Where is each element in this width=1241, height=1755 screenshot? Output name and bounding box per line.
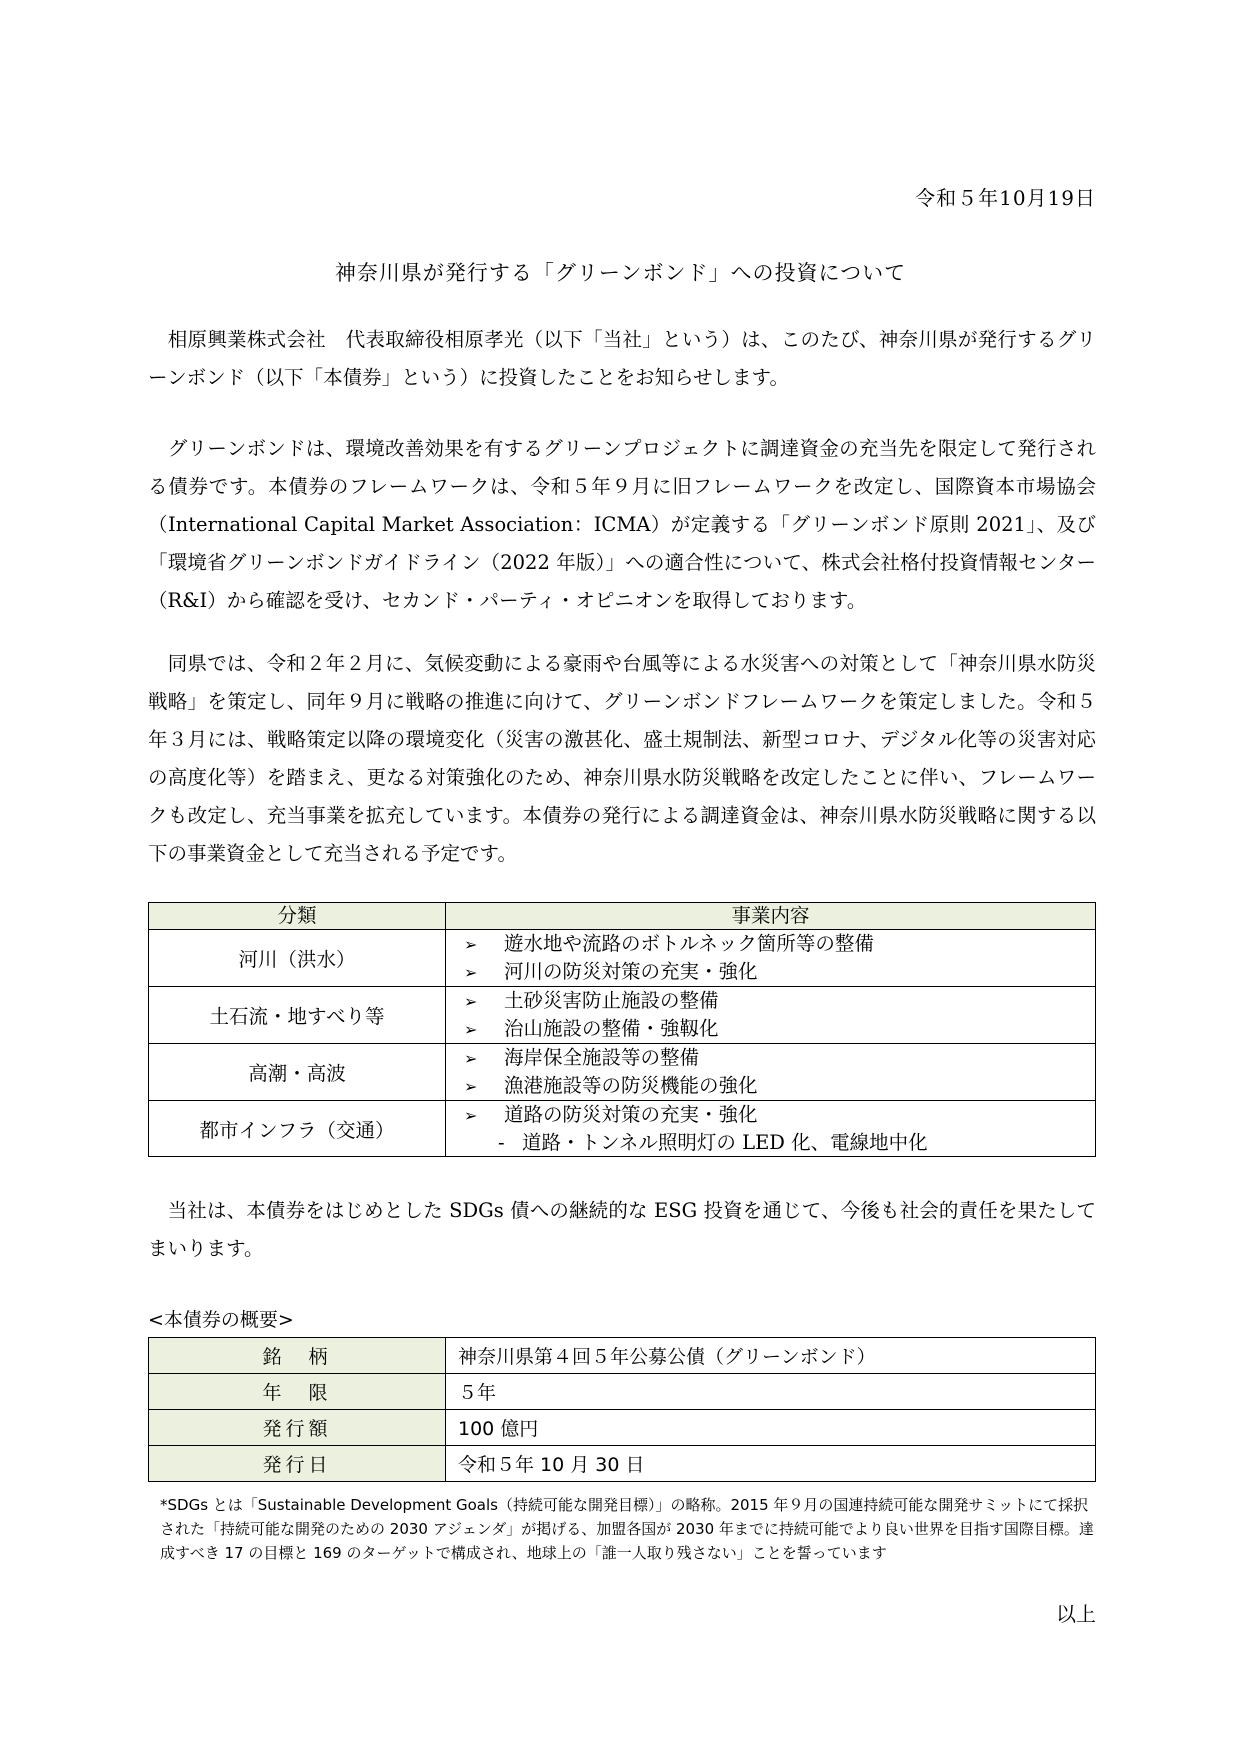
list-item: ➢ 漁港施設等の防災機能の強化 bbox=[464, 1072, 1095, 1100]
summary-value: 100 億円 bbox=[446, 1410, 1096, 1446]
row-category: 河川（洪水） bbox=[149, 930, 446, 987]
table-row bbox=[149, 1044, 1096, 1101]
header-category: 分類 bbox=[149, 903, 446, 930]
row-items bbox=[446, 987, 1096, 1044]
summary-key: 年 限 bbox=[149, 1374, 446, 1410]
row-items bbox=[446, 930, 1096, 987]
arrow-bullet-icon: ➢ bbox=[464, 935, 478, 954]
list-item: ➢ 道路の防災対策の充実・強化 bbox=[464, 1101, 1095, 1129]
sdgs-footnote: *SDGs とは「Sustainable Development Goals（持続可能な開発目標）」の略称。2015 年９月の国連持続可能な開発サミットにて採択された「持続可能な開発のための 2030 アジェンダ」が掲げる、加盟各国が 2030 年までに持続可能でより良い世界を目指す国際目標。達成すべき 17 の目標と 169 のターゲットで構成され、地球上の「誰一人取り残さない」ことを誓っています bbox=[160, 1496, 1094, 1562]
row-items bbox=[446, 1101, 1096, 1157]
row-category: 高潮・高波 bbox=[149, 1044, 446, 1101]
table-row bbox=[149, 1101, 1096, 1157]
row-items bbox=[446, 1044, 1096, 1101]
row-category: 土石流・地すべり等 bbox=[149, 987, 446, 1044]
dash-marker: - bbox=[498, 1131, 505, 1154]
intro-paragraph: 相原興業株式会社 代表取締役相原孝光（以下「当社」という）は、このたび、神奈川県が発行するグリーンボンド（以下「本債券」という）に投資したことをお知らせします。 bbox=[148, 328, 1096, 389]
arrow-bullet-icon: ➢ bbox=[464, 1020, 478, 1039]
arrow-bullet-icon: ➢ bbox=[464, 1077, 478, 1096]
summary-key: 発行額 bbox=[149, 1410, 446, 1446]
summary-value: 神奈川県第４回５年公募公債（グリーンボンド） bbox=[446, 1338, 1096, 1374]
projects-header-row bbox=[149, 903, 1096, 930]
header-content: 事業内容 bbox=[446, 903, 1096, 930]
closing-paragraph: 当社は、本債券をはじめとした SDGs 債への継続的な ESG 投資を通じて、今後も社会的責任を果たしてまいります。 bbox=[148, 1199, 1096, 1260]
table-row bbox=[149, 1374, 1096, 1410]
sub-list-item: - 道路・トンネル照明灯の LED 化、電線地中化 bbox=[498, 1131, 928, 1154]
arrow-bullet-icon: ➢ bbox=[464, 1106, 478, 1125]
list-item: ➢ 海岸保全施設等の整備 bbox=[464, 1044, 1095, 1072]
arrow-bullet-icon: ➢ bbox=[464, 963, 478, 982]
table-row bbox=[149, 1338, 1096, 1374]
summary-key: 銘 柄 bbox=[149, 1338, 446, 1374]
table-row bbox=[149, 1410, 1096, 1446]
summary-table bbox=[148, 1337, 1096, 1482]
summary-heading: <本債券の概要> bbox=[148, 1309, 294, 1331]
arrow-bullet-icon: ➢ bbox=[464, 1049, 478, 1068]
green-bond-paragraph: グリーンボンドは、環境改善効果を有するグリーンプロジェクトに調達資金の充当先を限定して発行される債券です。本債券のフレームワークは、令和５年９月に旧フレームワークを改定し、国際資本市場協会（International Capital Market Association：ICMA）が定義する「グリーンボンド原則 2021」、及び「環境省グリーンボンドガイドライン（2022 年版）」への適合性について、株式会社格付投資情報センター（R&I）から確認を受け、セカンド・パーティ・オピニオンを取得しております。 bbox=[148, 437, 1096, 612]
row-category: 都市インフラ（交通） bbox=[149, 1101, 446, 1157]
prefecture-strategy-paragraph: 同県では、令和２年２月に、気候変動による豪雨や台風等による水災害への対策として「神奈川県水防災戦略」を策定し、同年９月に戦略の推進に向けて、グリーンボンドフレームワークを策定しました。令和５年３月には、戦略策定以降の環境変化（災害の激甚化、盛土規制法、新型コロナ、デジタル化等の災害対応の高度化等）を踏まえ、更なる対策強化のため、神奈川県水防災戦略を改定したことに伴い、フレームワークも改定し、充当事業を拡充しています。本債券の発行による調達資金は、神奈川県水防災戦略に関する以下の事業資金として充当される予定です。 bbox=[148, 652, 1096, 865]
list-item: ➢ 治山施設の整備・強靱化 bbox=[464, 1015, 1095, 1043]
document-title: 神奈川県が発行する「グリーンボンド」への投資について bbox=[334, 261, 907, 285]
projects-table bbox=[148, 902, 1096, 1157]
arrow-bullet-icon: ➢ bbox=[464, 992, 478, 1011]
table-row bbox=[149, 987, 1096, 1044]
list-item: ➢ 遊水地や流路のボトルネック箇所等の整備 bbox=[464, 930, 1095, 958]
summary-key: 発行日 bbox=[149, 1446, 446, 1482]
closing-mark: 以上 bbox=[1056, 1602, 1096, 1626]
list-item: ➢ 土砂災害防止施設の整備 bbox=[464, 987, 1095, 1015]
list-item: ➢ 河川の防災対策の充実・強化 bbox=[464, 958, 1095, 986]
table-row bbox=[149, 1446, 1096, 1482]
document-date: 令和５年10月19日 bbox=[915, 186, 1096, 210]
table-row bbox=[149, 930, 1096, 987]
summary-value: ５年 bbox=[446, 1374, 1096, 1410]
summary-value: 令和５年 10 月 30 日 bbox=[446, 1446, 1096, 1482]
